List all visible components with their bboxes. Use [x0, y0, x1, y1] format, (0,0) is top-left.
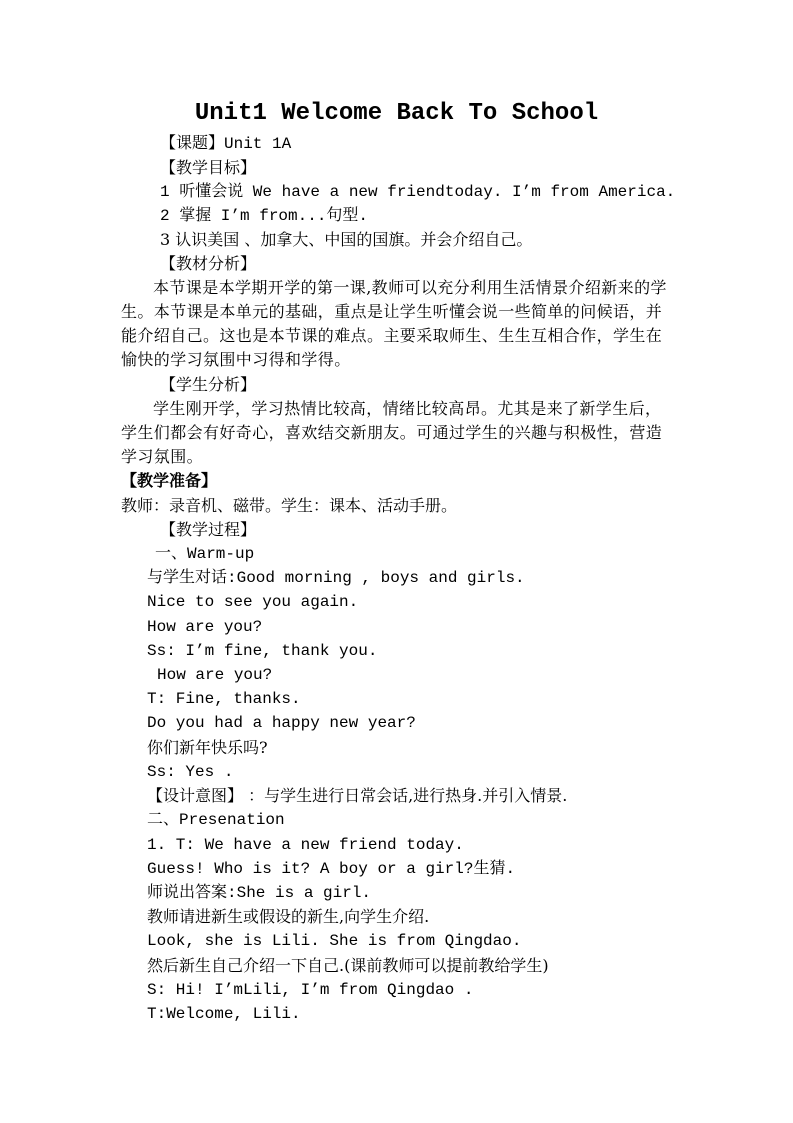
presentation-line-8: T:Welcome, Lili. — [147, 1005, 301, 1023]
topic-line: 【课题】Unit 1A — [160, 135, 292, 153]
presentation-line-4: 教师请进新生或假设的新生,向学生介绍. — [147, 907, 430, 926]
presentation-line-2: Guess! Who is it? A boy or a girl?生猜. — [147, 860, 516, 878]
document-title: Unit1 Welcome Back To School — [194, 100, 599, 127]
materials-heading: 【教材分析】 — [160, 254, 257, 273]
warmup-line-5: How are you? — [157, 666, 273, 684]
prep-text: 教师：录音机、磁带。学生：课本、活动手册。 — [121, 496, 458, 515]
warmup-line-9: Ss: Yes . — [147, 763, 234, 781]
students-heading: 【学生分析】 — [160, 375, 257, 394]
warmup-heading: 一、Warm-up — [155, 545, 255, 563]
process-heading: 【教学过程】 — [160, 520, 257, 539]
warmup-line-1: 与学生对话:Good morning , boys and girls. — [147, 569, 525, 587]
warmup-line-8: 你们新年快乐吗? — [147, 738, 268, 757]
prep-heading: 【教学准备】 — [121, 471, 218, 490]
objective-3: 3 认识美国 、加拿大、中国的国旗。并会介绍自己。 — [160, 230, 533, 249]
design-intent: 【设计意图】 ：与学生进行日常会话,进行热身.并引入情景. — [147, 786, 568, 805]
objectives-heading: 【教学目标】 — [160, 158, 257, 177]
objective-2: 2 掌握 I’m from...句型. — [160, 207, 369, 225]
warmup-line-6: T: Fine, thanks. — [147, 690, 301, 708]
warmup-line-2: Nice to see you again. — [147, 593, 359, 611]
materials-paragraph: 本节课是本学期开学的第一课,教师可以充分利用生活情景介绍新来的学生。本节课是本单元的基础，重点是让学生听懂会说一些简单的问候语，并能介绍自己。这也是本节课的难点。主要采取师生、生生互相合作，学生在愉快的学习氛围中习得和学得。 — [121, 278, 667, 369]
students-paragraph: 学生刚开学，学习热情比较高，情绪比较高昂。尤其是来了新学生后，学生们都会有好奇心，喜欢结交新朋友。可通过学生的兴趣与积极性，营造学习氛围。 — [121, 399, 663, 466]
warmup-line-7: Do you had a happy new year? — [147, 714, 416, 732]
presentation-line-3: 师说出答案:She is a girl. — [147, 884, 372, 902]
presentation-line-1: 1. T: We have a new friend today. — [147, 836, 464, 854]
warmup-line-3: How are you? — [147, 618, 263, 636]
objective-1: 1 听懂会说 We have a new friendtoday. I’m from America. — [160, 183, 676, 201]
warmup-line-4: Ss: I’m fine, thank you. — [147, 642, 378, 660]
presentation-heading: 二、Presenation — [147, 811, 285, 829]
presentation-line-5: Look, she is Lili. She is from Qingdao. — [147, 932, 522, 950]
presentation-line-6: 然后新生自己介绍一下自己.(课前教师可以提前教给学生) — [147, 956, 549, 975]
presentation-line-7: S: Hi! I’mLili, I’m from Qingdao . — [147, 981, 474, 999]
